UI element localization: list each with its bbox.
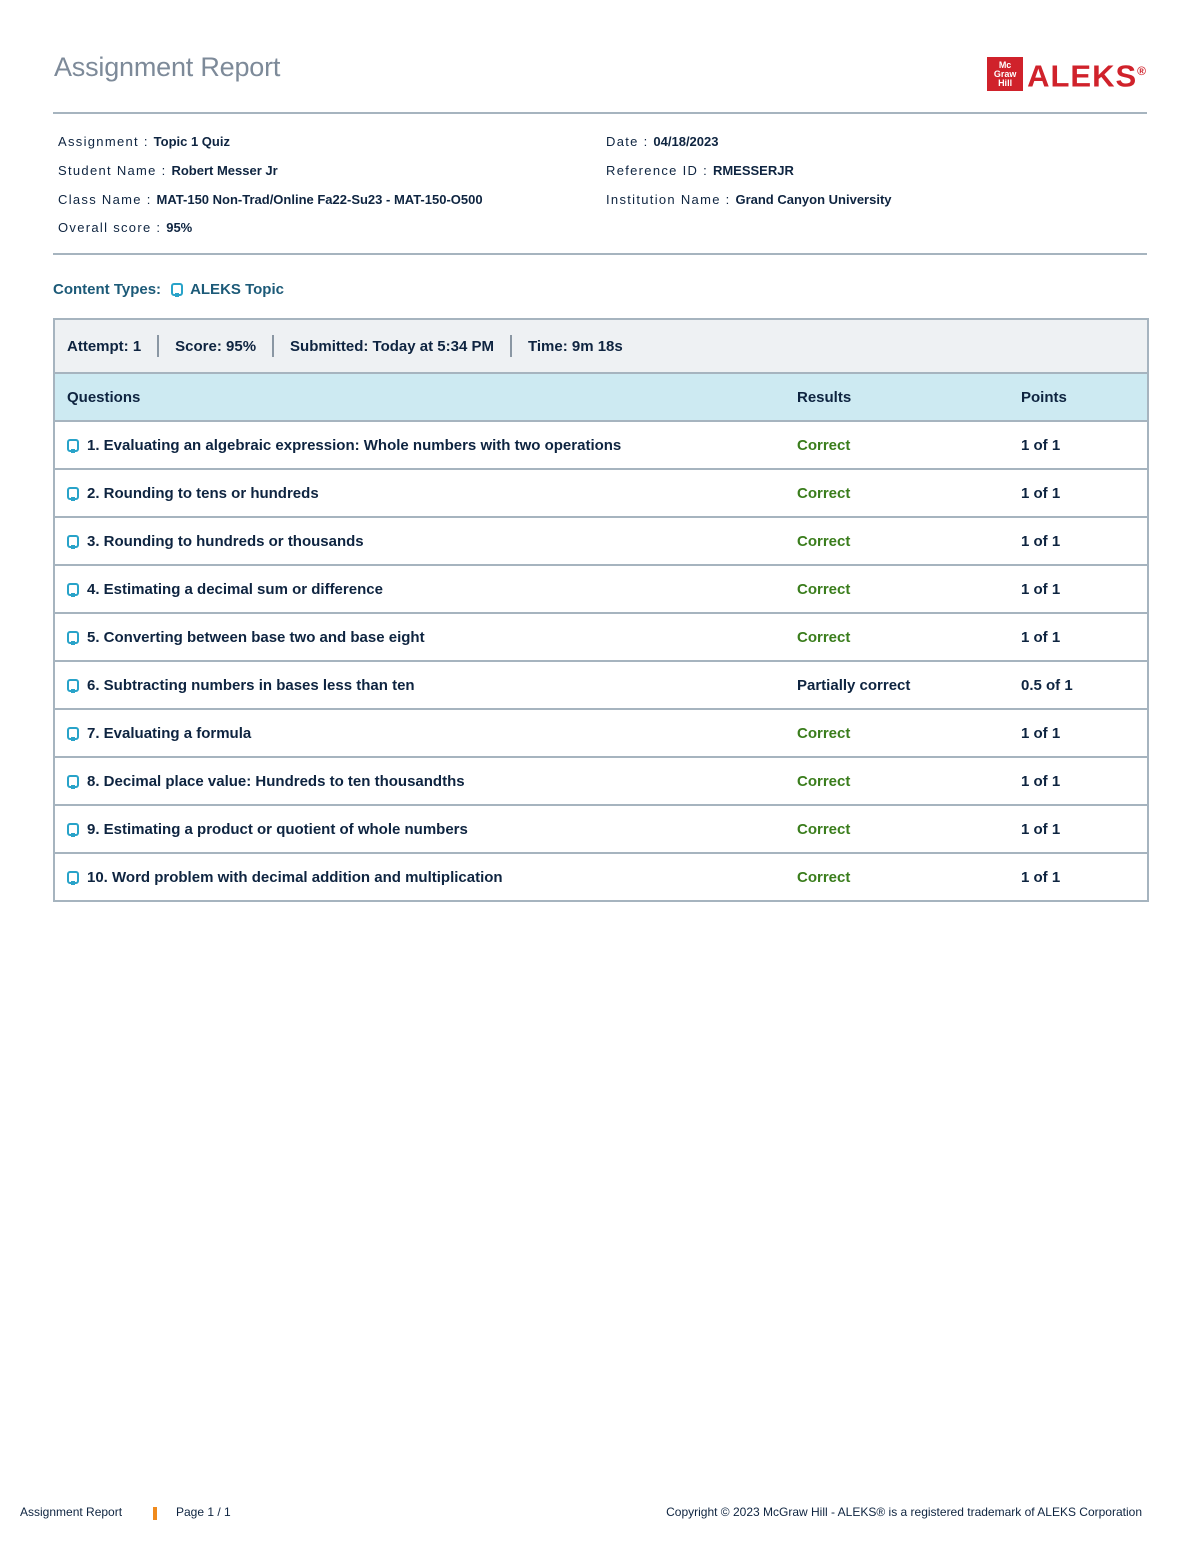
institution-field: [606, 192, 892, 207]
header-divider: [53, 112, 1147, 114]
table-row: [55, 709, 1147, 757]
question-title: 10. Word problem with decimal addition and multiplication: [87, 868, 503, 886]
content-type-aleks-topic: [171, 281, 284, 298]
question-cell: [55, 421, 785, 469]
class-name-value: MAT-150 Non-Trad/Online Fa22-Su23 - MAT-150-O500: [156, 192, 483, 207]
result-cell: Correct: [797, 868, 851, 886]
aleks-logo: [987, 54, 1147, 93]
topic-icon: [67, 583, 79, 596]
topic-icon: [67, 439, 79, 452]
attempt-number: Attempt: 1: [67, 337, 142, 355]
topic-icon: [171, 283, 183, 296]
question-title: 5. Converting between base two and base eight: [87, 628, 425, 646]
question-cell: [55, 757, 785, 805]
date-label: Date :: [606, 134, 654, 149]
points-cell: 1 of 1: [1009, 469, 1147, 517]
topic-icon: [67, 679, 79, 692]
result-cell: Correct: [785, 805, 1009, 853]
institution-label: Institution Name :: [606, 192, 736, 207]
points-cell: 1 of 1: [1009, 565, 1147, 613]
questions-table: [55, 374, 1147, 900]
question-cell: [55, 709, 785, 757]
date-value: 04/18/2023: [653, 134, 719, 149]
points-cell: 1 of 1: [1009, 613, 1147, 661]
table-header-row: [55, 374, 1147, 421]
attempt-panel: [53, 318, 1149, 902]
page-title: Assignment Report: [54, 52, 281, 82]
question-cell: [55, 661, 785, 709]
result-cell: Correct: [785, 565, 1009, 613]
question-cell: [55, 805, 785, 853]
points-header: Points: [1009, 374, 1147, 421]
content-types-label: Content Types:: [53, 281, 162, 298]
separator: [272, 335, 274, 357]
question-title: 1. Evaluating an algebraic expression: Whole numbers with two operations: [87, 436, 622, 454]
question-title: 6. Subtracting numbers in bases less than ten: [87, 676, 415, 694]
attempt-summary-bar: [55, 320, 1147, 374]
table-row: [55, 421, 1147, 469]
meta-divider: [53, 253, 1147, 255]
table-row: [55, 613, 1147, 661]
report-header: [54, 52, 1147, 92]
topic-icon: [67, 631, 79, 644]
footer-page-number: Page 1 / 1: [176, 1505, 231, 1519]
reference-id-value: RMESSERJR: [712, 163, 794, 178]
attempt-submitted: Submitted: Today at 5:34 PM: [290, 337, 494, 355]
result-cell: Correct: [785, 421, 1009, 469]
topic-icon: [67, 775, 79, 788]
question-cell: [55, 853, 785, 900]
separator: [510, 335, 512, 357]
overall-score-field: [58, 220, 192, 235]
table-row: [55, 517, 1147, 565]
result-cell: Correct: [785, 613, 1009, 661]
footer-copyright: Copyright © 2023 McGraw Hill - ALEKS® is a registered trademark of ALEKS Corporation: [666, 1505, 1142, 1519]
question-title: 7. Evaluating a formula: [87, 724, 252, 742]
question-title: 2. Rounding to tens or hundreds: [87, 484, 319, 502]
content-types: [53, 281, 284, 298]
aleks-wordmark: ALEKS®: [1027, 58, 1147, 94]
institution-value: Grand Canyon University: [735, 192, 892, 207]
topic-icon: [67, 487, 79, 500]
table-row: [55, 565, 1147, 613]
question-cell: [55, 469, 785, 517]
table-row: [55, 805, 1147, 853]
question-title: 4. Estimating a decimal sum or difference: [87, 580, 383, 598]
points-cell: 1 of 1: [1021, 868, 1061, 886]
question-title: 8. Decimal place value: Hundreds to ten thousandths: [87, 772, 465, 790]
question-cell: [55, 613, 785, 661]
separator: [157, 335, 159, 357]
footer-separator: [153, 1507, 157, 1520]
student-name-value: Robert Messer Jr: [171, 163, 278, 178]
question-title: 3. Rounding to hundreds or thousands: [87, 532, 364, 550]
class-name-field: [58, 192, 483, 207]
table-row: [55, 469, 1147, 517]
result-cell: Correct: [785, 709, 1009, 757]
attempt-score: Score: 95%: [175, 337, 257, 355]
content-type-label: ALEKS Topic: [190, 281, 284, 298]
points-cell: 1 of 1: [1009, 709, 1147, 757]
table-row: [55, 661, 1147, 709]
topic-icon: [67, 535, 79, 548]
mcgraw-hill-logo-icon: Mc Graw Hill: [987, 57, 1023, 91]
result-cell: Partially correct: [785, 661, 1009, 709]
reference-id-label: Reference ID :: [606, 163, 713, 178]
result-cell: Correct: [785, 469, 1009, 517]
footer-report-label: Assignment Report: [20, 1505, 123, 1519]
question-title: 9. Estimating a product or quotient of whole numbers: [87, 820, 468, 838]
class-name-label: Class Name :: [58, 192, 157, 207]
assignment-field: [58, 134, 230, 149]
results-header: Results: [785, 374, 1009, 421]
result-cell: Correct: [785, 757, 1009, 805]
points-cell: 1 of 1: [1009, 421, 1147, 469]
assignment-value: Topic 1 Quiz: [153, 134, 230, 149]
reference-id-field: [606, 163, 794, 178]
attempt-time: Time: 9m 18s: [527, 337, 623, 355]
student-name-field: [58, 163, 278, 178]
points-cell: 1 of 1: [1009, 805, 1147, 853]
date-field: [606, 134, 718, 149]
table-row: [55, 757, 1147, 805]
table-row: [55, 853, 1147, 900]
student-name-label: Student Name :: [58, 163, 172, 178]
question-cell: [55, 517, 785, 565]
questions-header: Questions: [55, 374, 785, 421]
points-cell: 1 of 1: [1009, 517, 1147, 565]
topic-icon: [67, 871, 79, 884]
question-cell: [55, 565, 785, 613]
result-cell: Correct: [785, 517, 1009, 565]
points-cell: 0.5 of 1: [1009, 661, 1147, 709]
points-cell: 1 of 1: [1009, 757, 1147, 805]
topic-icon: [67, 727, 79, 740]
assignment-label: Assignment :: [58, 134, 154, 149]
topic-icon: [67, 823, 79, 836]
overall-score-label: Overall score :: [58, 220, 167, 235]
overall-score-value: 95%: [166, 220, 193, 235]
